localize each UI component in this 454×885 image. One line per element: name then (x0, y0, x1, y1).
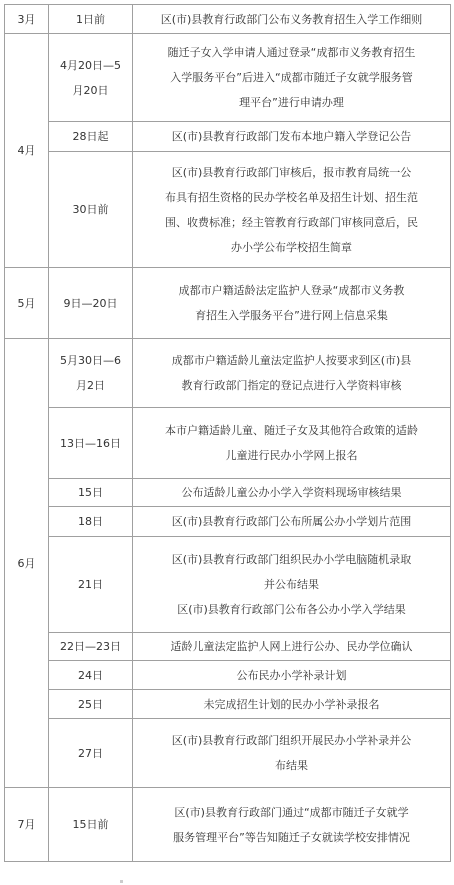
table-row (5, 339, 451, 408)
table-row (5, 633, 451, 661)
event-line: 区(市)县教育行政部门组织民办小学电脑随机录取 (171, 553, 412, 566)
event-line: 区(市)县教育行政部门组织开展民办小学补录并公 (171, 734, 412, 747)
table-row (5, 719, 451, 788)
event-line: 服务管理平台”等告知随迁子女就读学校安排情况 (173, 830, 410, 844)
table-row (5, 152, 451, 268)
event-cell (133, 788, 451, 862)
table-row (5, 537, 451, 633)
month-cell: 4月 (5, 34, 49, 268)
date-cell: 30日前 (49, 152, 133, 268)
date-cell: 22日—23日 (49, 633, 133, 661)
table-row (5, 661, 451, 690)
scroll-indicator-dot (120, 880, 123, 883)
event-line: 教育行政部门指定的登记点进行入学资料审核 (181, 379, 402, 392)
table-row (5, 268, 451, 339)
date-cell: 27日 (49, 719, 133, 788)
event-line: 儿童进行民办小学网上报名 (225, 449, 358, 462)
event-cell (133, 408, 451, 479)
page-bottom-edge (0, 878, 454, 885)
event-cell (133, 122, 451, 152)
date-cell: 9日—20日 (49, 268, 133, 339)
event-line: 区(市)县教育行政部门审核后，报市教育局统一公 (171, 165, 412, 179)
event-line: 区(市)县教育行政部门通过“成都市随迁子女就学 (174, 805, 409, 819)
event-line: 适龄儿童法定监护人网上进行公办、民办学位确认 (170, 640, 413, 653)
event-line: 随迁子女入学申请人通过登录“成都市义务教育招生 (167, 46, 416, 59)
date-cell: 15日 (49, 479, 133, 507)
date-cell: 4月20日—5月20日 (49, 34, 133, 122)
month-cell: 3月 (5, 5, 49, 34)
date-cell: 15日前 (49, 788, 133, 862)
event-line: 入学服务平台”后进入“成都市随迁子女就学服务管 (170, 71, 413, 84)
table-row (5, 479, 451, 507)
event-cell (133, 268, 451, 339)
event-line: 公布适龄儿童公办小学入学资料现场审核结果 (181, 486, 402, 499)
event-cell (133, 5, 451, 34)
date-cell: 18日 (49, 507, 133, 537)
event-cell (133, 537, 451, 633)
date-cell: 28日起 (49, 122, 133, 152)
table-row (5, 690, 451, 719)
event-cell (133, 719, 451, 788)
event-cell (133, 34, 451, 122)
date-cell: 1日前 (49, 5, 133, 34)
table-row (5, 507, 451, 537)
event-line: 育招生入学服务平台”进行网上信息采集 (195, 309, 388, 322)
month-cell: 5月 (5, 268, 49, 339)
event-line: 区(市)县教育行政部门公布义务教育招生入学工作细则 (160, 12, 423, 26)
month-cell: 6月 (5, 339, 49, 788)
event-line: 布具有招生资格的民办学校名单及招生计划、招生范 (165, 190, 418, 204)
event-cell (133, 507, 451, 537)
month-cell: 7月 (5, 788, 49, 862)
event-line: 理平台”进行申请办理 (239, 96, 344, 109)
date-cell: 25日 (49, 690, 133, 719)
table-row (5, 34, 451, 122)
enrollment-schedule-table (4, 4, 451, 862)
date-cell: 24日 (49, 661, 133, 690)
event-line: 成都市户籍适龄儿童法定监护人按要求到区(市)县 (171, 354, 412, 367)
table-row (5, 5, 451, 34)
event-cell (133, 339, 451, 408)
event-line: 公布民办小学补录计划 (236, 668, 347, 682)
event-line: 办小学公布学校招生简章 (231, 240, 352, 254)
event-line: 成都市户籍适龄法定监护人登录“成都市义务教 (178, 284, 405, 297)
event-line: 本市户籍适龄儿童、随迁子女及其他符合政策的适龄 (165, 424, 418, 437)
date-cell: 21日 (49, 537, 133, 633)
event-cell (133, 479, 451, 507)
table-row (5, 122, 451, 152)
event-cell (133, 690, 451, 719)
event-line: 布结果 (275, 759, 308, 772)
event-line: 区(市)县教育行政部门公布所属公办小学划片范围 (171, 515, 412, 528)
event-line: 区(市)县教育行政部门公布各公办小学入学结果 (177, 603, 406, 616)
table-row (5, 788, 451, 862)
table-row (5, 408, 451, 479)
event-line: 围、收费标准；经主管教育行政部门审核同意后，民 (165, 215, 418, 229)
date-cell: 13日—16日 (49, 408, 133, 479)
event-cell (133, 661, 451, 690)
event-line: 区(市)县教育行政部门发布本地户籍入学登记公告 (171, 130, 412, 143)
event-cell (133, 633, 451, 661)
event-cell (133, 152, 451, 268)
date-cell: 5月30日—6月2日 (49, 339, 133, 408)
event-line: 未完成招生计划的民办小学补录报名 (203, 697, 380, 711)
event-line: 并公布结果 (264, 578, 319, 591)
